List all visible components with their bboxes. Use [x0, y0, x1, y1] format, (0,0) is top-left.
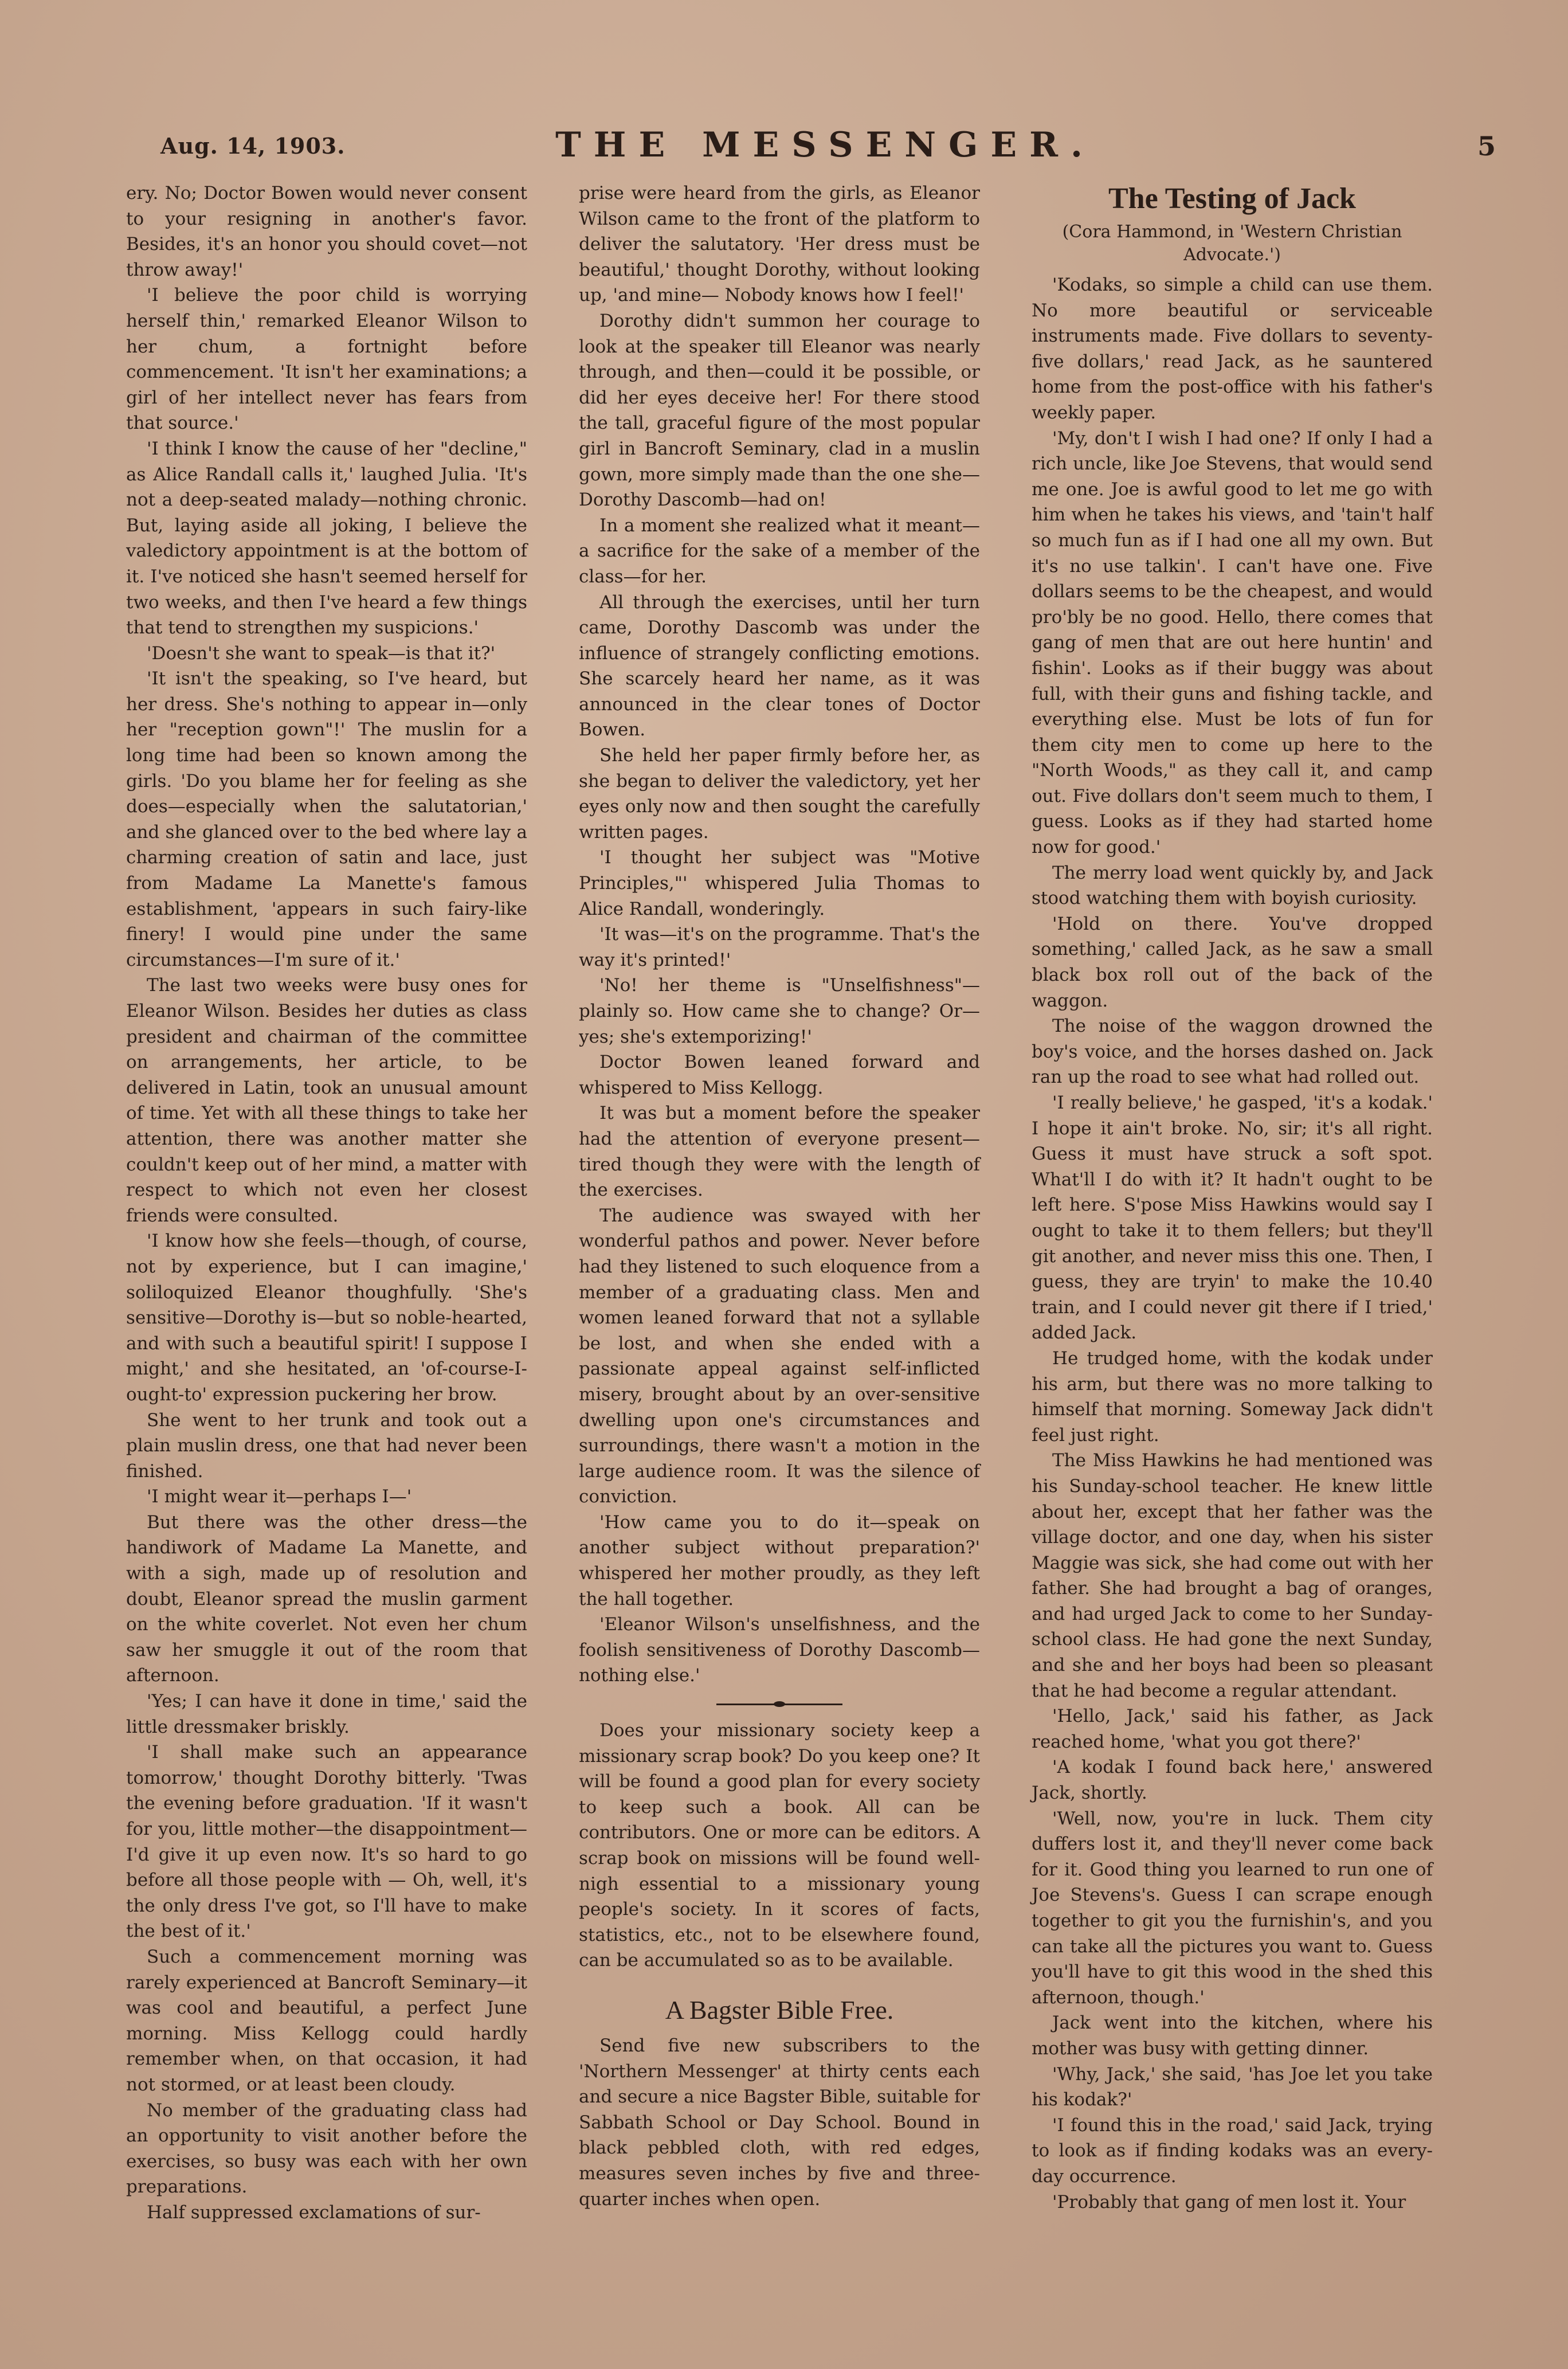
- paragraph: 'How came you to do it—speak on another subject without preparation?' whispered her mother proudly, as they left the hall together.: [579, 1512, 980, 1610]
- paragraph: He trudged home, with the kodak under his arm, but there was no more talking to himself that morning. Someway Jack didn't feel just right.: [1032, 1348, 1433, 1446]
- paragraph: Dorothy didn't summon her courage to look at the speaker till Eleanor was nearly through, and then—could it be possible, or did her eyes deceive her! For there stood the tall, graceful figure of the most popular girl in Bancroft Seminary, clad in a muslin gown, more simply made than the one she—Dorothy Dascomb—had on!: [579, 310, 980, 511]
- paragraph: 'Hello, Jack,' said his father, as Jack reached home, 'what you got there?': [1032, 1706, 1433, 1752]
- paragraph: 'I believe the poor child is worrying herself thin,' remarked Eleanor Wilson to her chum, a fortnight before commencement. 'It isn't her examinations; a girl of her intellect never has fears from that source.': [126, 285, 527, 434]
- paragraph: Jack went into the kitchen, where his mother was busy with getting dinner.: [1032, 2012, 1433, 2059]
- paragraph: 'I found this in the road,' said Jack, trying to look as if finding kodaks was an every-day occurrence.: [1032, 2115, 1433, 2187]
- paragraph: 'My, don't I wish I had one? If only I had a rich uncle, like Joe Stevens, that would send me one. Joe is awful good to let me go with him when he takes his views, and 'tain't half so much fun as if I had one all my own. But it's no use talkin'. I can't have one. Five dollars seems to be the cheapest, and would pro'bly be no good. Hello, there comes that gang of men that are out here huntin' and fishin'. Looks as if their buggy was about full, with their guns and fishing tackle, and everything else. Must be lots of fun for them city men to come up here to the "North Woods," as they call it, and camp out. Five dollars don't seem much to them, I guess. Looks as if they had started home now for good.': [1032, 428, 1433, 858]
- paragraph: 'Probably that gang of men lost it. Your: [1052, 2191, 1406, 2213]
- paragraph: 'I know how she feels—though, of course, not by experience, but I can imagine,' soliloquized Eleanor thoughfully. 'She's sensitive—Dorothy is—but so noble-hearted, and with such a beautiful spirit! I suppose I might,' and she hesitated, an 'of-course-I-ought-to' expression puckering her brow.: [126, 1231, 527, 1405]
- paragraph: In a moment she realized what it meant—a sacrifice for the sake of a member of the class—for her.: [579, 515, 980, 587]
- paragraph: The last two weeks were busy ones for Eleanor Wilson. Besides her duties as class president and chairman of the committee on arrangements, her article, to be delivered in Latin, took an unusual amount of time. Yet with all these things to take her attention, there was another matter she couldn't keep out of her mind, a matter with respect to which not even her closest friends were consulted.: [126, 975, 527, 1226]
- paragraph: No member of the graduating class had an opportunity to visit another before the exercises, so busy was each with her own preparations.: [126, 2100, 527, 2198]
- paragraph: 'I thought her subject was "Motive Principles,"' whispered Julia Thomas to Alice Randall, wonderingly.: [579, 847, 980, 919]
- paragraph: 'Eleanor Wilson's unselfishness, and the foolish sensitiveness of Dorothy Dascomb—nothing else.': [579, 1614, 980, 1686]
- paragraph: Such a commencement morning was rarely experienced at Bancroft Seminary—it was cool and beautiful, a perfect June morning. Miss Kellogg could hardly remember when, on that occasion, it had not stormed, or at least been cloudy.: [126, 1946, 527, 2095]
- paragraph: 'It was—it's on the programme. That's the way it's printed!': [579, 924, 980, 970]
- page-number: 5: [1477, 131, 1496, 162]
- article-title: The Testing of Jack: [1108, 182, 1356, 215]
- paragraph: 'Well, now, you're in luck. Them city duffers lost it, and they'll never come back for it. Good thing you learned to run one of Joe Stevens's. Guess I can scrape enough together to git you the furnishin's, and you can take all the pictures you want to. Guess you'll have to git this wood in the shed this afternoon, though.': [1032, 1808, 1433, 2008]
- paragraph: ery. No; Doctor Bowen would never consent to your resigning in another's favor. Besides, it's an honor you should covet—not throw away!': [126, 183, 527, 280]
- paragraph: 'I might wear it—perhaps I—': [147, 1486, 412, 1507]
- paragraph: But there was the other dress—the handiwork of Madame La Manette, and with a sigh, made up of resolution and doubt, Eleanor spread the muslin garment on the white coverlet. Not even her chum saw her smuggle it out of the room that afternoon.: [126, 1512, 527, 1686]
- issue-date: Aug. 14, 1903.: [160, 133, 346, 159]
- paragraph: She went to her trunk and took out a plain muslin dress, one that had never been finished.: [126, 1409, 527, 1482]
- paragraph: 'No! her theme is "Unselfishness"—plainly so. How came she to change? Or—yes; she's extemporizing!': [579, 975, 980, 1047]
- paragraph: It was but a moment before the speaker had the attention of everyone present—tired though they were with the length of the exercises.: [579, 1103, 980, 1201]
- paragraph: Doctor Bowen leaned forward and whispered to Miss Kellogg.: [579, 1052, 980, 1098]
- paragraph: 'I really believe,' he gasped, 'it's a kodak.' I hope it ain't broke. No, sir; it's all right. Guess it must have struck a soft spot. What'll I do with it? It hadn't ought to be left here. S'pose Miss Hawkins would say I ought to take it to them fellers; but they'll git another, and never miss this one. Then, I guess, they are tryin' to make the 10.40 train, and I could never git there if I tried,' added Jack.: [1032, 1093, 1433, 1344]
- ad-text: Send five new subscribers to the 'Northern Messenger' at thirty cents each and secure a nice Bagster Bible, suitable for Sabbath School or Day School. Bound in black pebbled cloth, with red edges, measures seven inches by five and three-quarter inches when open.: [579, 2035, 980, 2210]
- paragraph: prise were heard from the girls, as Eleanor Wilson came to the front of the platform to deliver the salutatory. 'Her dress must be beautiful,' thought Dorothy, without looking up, 'and mine— Nobody knows how I feel!': [579, 183, 980, 306]
- paragraph: 'I think I know the cause of her "decline," as Alice Randall calls it,' laughed Julia. 'It's not a deep-seated malady—nothing chronic. But, laying aside all joking, I believe the valedictory appointment is at the bottom of it. I've noticed she hasn't seemed herself for two weeks, and then I've heard a few things that tend to strengthen my suspicions.': [126, 438, 527, 639]
- column-3: [1032, 181, 1433, 2215]
- section-divider: [716, 1704, 842, 1705]
- article-byline: (Cora Hammond, in 'Western Christian Advocate.'): [1062, 222, 1402, 265]
- paragraph: Half suppressed exclamations of sur-: [147, 2202, 481, 2223]
- paragraph: The Miss Hawkins he had mentioned was his Sunday-school teacher. He knew little about her, except that her father was the village doctor, and one day, when his sister Maggie was sick, she had come out with her father. She had brought a bag of oranges, and had urged Jack to come to her Sunday-school class. He had gone the next Sunday, and she and her boys had been so pleasant that he had become a regular attendant.: [1032, 1450, 1433, 1701]
- paragraph: The audience was swayed with her wonderful pathos and power. Never before had they listened to such eloquence from a member of a graduating class. Men and women leaned forward that not a syllable be lost, and when she ended with a passionate appeal against self-inflicted misery, brought about by an over-sensitive dwelling upon one's circumstances and surroundings, there wasn't a motion in the large audience room. It was the silence of conviction.: [579, 1205, 980, 1507]
- missionary-notice: Does your missionary society keep a missionary scrap book? Do you keep one? It will be found a good plan for every society to keep such a book. All can be contributors. One or more can be editors. A scrap book on missions will be found well-nigh essential to a missionary young people's society. In it scores of facts, statistics, etc., not to be elsewhere found, can be accumulated so as to be available.: [579, 1720, 980, 1971]
- paragraph: 'A kodak I found back here,' answered Jack, shortly.: [1032, 1757, 1433, 1804]
- paragraph: 'Kodaks, so simple a child can use them. No more beautiful or serviceable instruments made. Five dollars to seventy-five dollars,' read Jack, as he sauntered home from the post-office with his father's weekly paper.: [1032, 275, 1433, 423]
- paragraph: 'I shall make such an appearance tomorrow,' thought Dorothy bitterly. 'Twas the evening before graduation. 'If it wasn't for you, little mother—the disappointment—I'd give it up even now. It's so hard to go before all those people with — Oh, well, it's the only dress I've got, so I'll have to make the best of it.': [126, 1742, 527, 1942]
- masthead: [160, 120, 1496, 166]
- paragraph: 'Hold on there. You've dropped something,' called Jack, as he saw a small black box roll out of the back of the waggon.: [1032, 913, 1433, 1011]
- paragraph: 'It isn't the speaking, so I've heard, but her dress. She's nothing to appear in—only her "reception gown"!' The muslin for a long time had been so known among the girls. 'Do you blame her for feeling as she does—especially when the salutatorian,' and she glanced over to the bed where lay a charming creation of satin and lace, just from Madame La Manette's famous establishment, 'appears in such fairy-like finery! I would pine under the same circumstances—I'm sure of it.': [126, 668, 527, 970]
- column-1: [126, 181, 527, 2226]
- paragraph: 'Yes; I can have it done in time,' said the little dressmaker briskly.: [126, 1691, 527, 1737]
- paragraph: The noise of the waggon drowned the boy's voice, and the horses dashed on. Jack ran up the road to see what had rolled out.: [1032, 1016, 1433, 1088]
- paragraph: She held her paper firmly before her, as she began to deliver the valedictory, yet her eyes only now and then sought the carefully written pages.: [579, 745, 980, 843]
- column-2: [579, 181, 980, 2212]
- newspaper-title: THE MESSENGER.: [555, 125, 1095, 165]
- paragraph: All through the exercises, until her turn came, Dorothy Dascomb was under the influence of strangely conflicting emotions. She scarcely heard her name, as it was announced in the clear tones of Doctor Bowen.: [579, 592, 980, 741]
- paragraph: 'Doesn't she want to speak—is that it?': [147, 643, 496, 664]
- ad-heading: A Bagster Bible Free.: [665, 1995, 894, 2025]
- paragraph: 'Why, Jack,' she said, 'has Joe let you take his kodak?': [1032, 2063, 1433, 2110]
- paragraph: The merry load went quickly by, and Jack stood watching them with boyish curiosity.: [1032, 862, 1433, 909]
